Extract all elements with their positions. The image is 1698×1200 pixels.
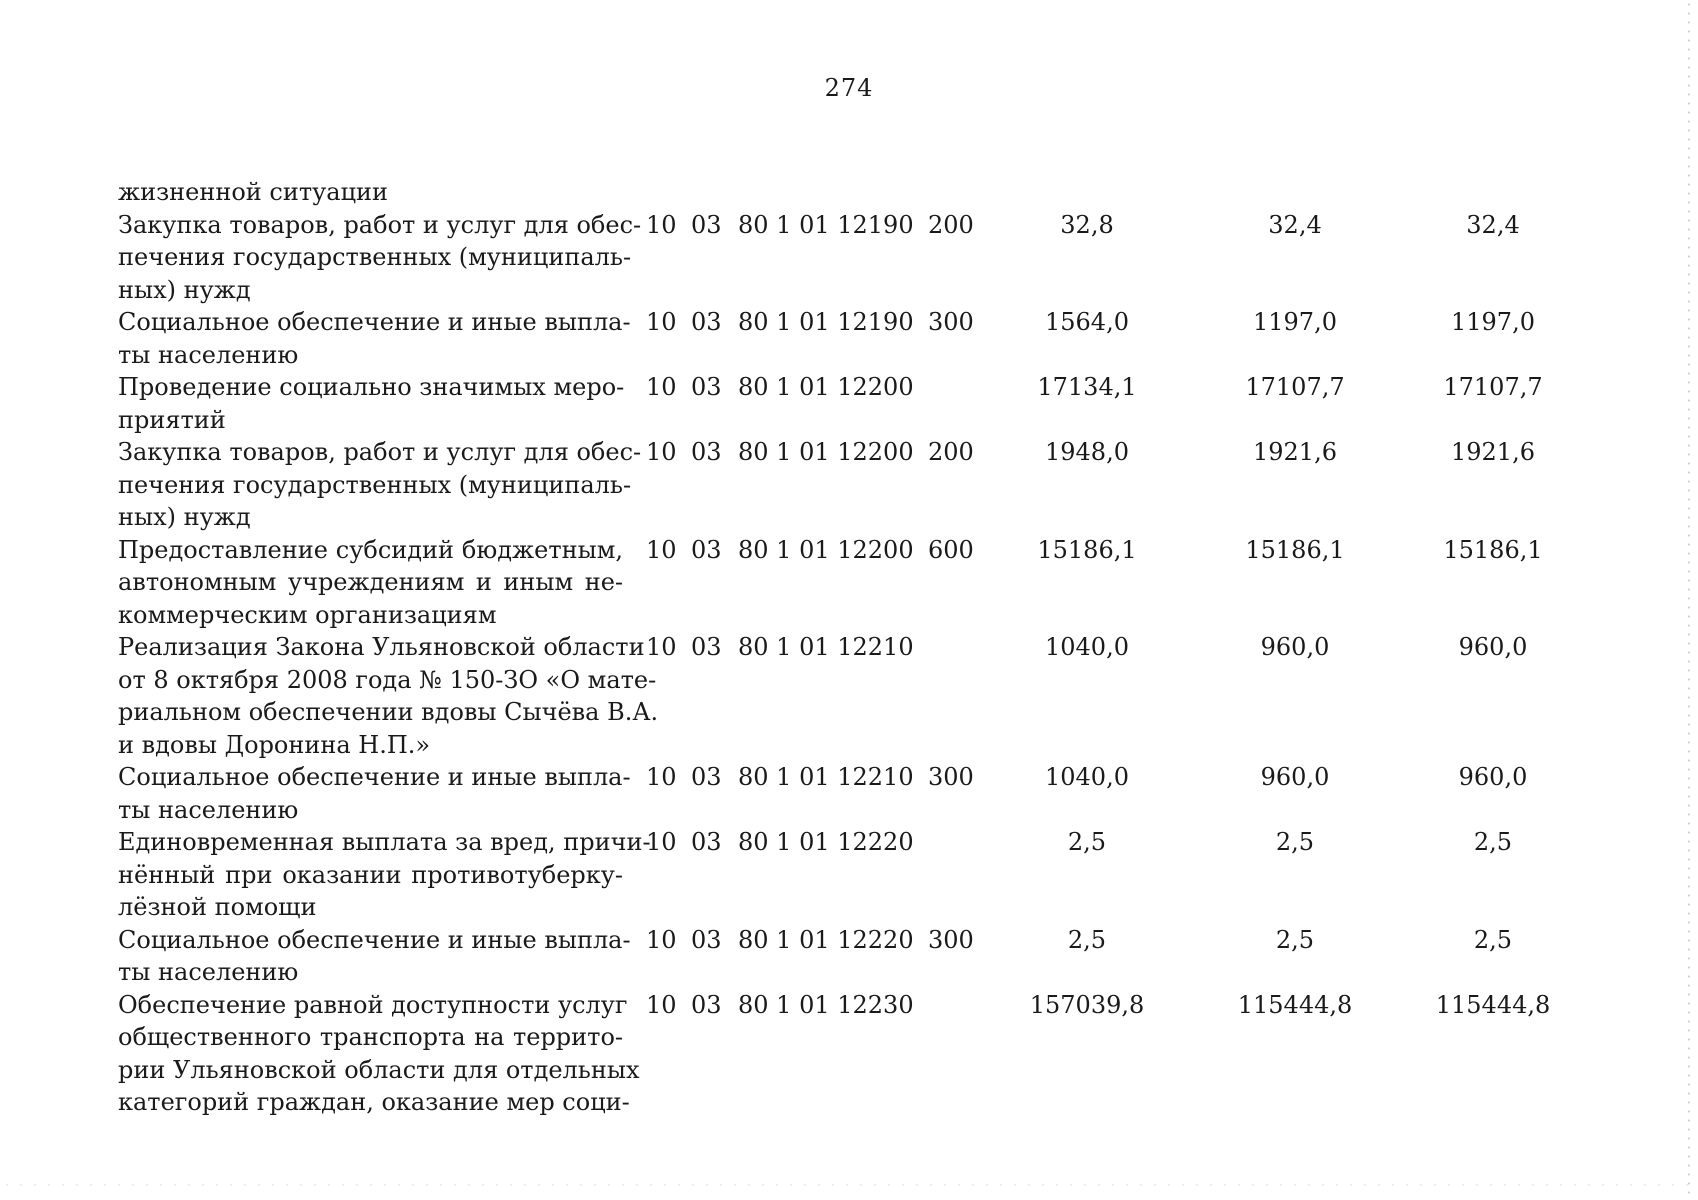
table-row	[0, 989, 1698, 1119]
description-line: от 8 октября 2008 года № 150-ЗО «О мате-	[118, 665, 657, 694]
row-description	[118, 176, 623, 209]
description-line: Предоставление субсидий бюджетным,	[118, 535, 623, 564]
description-line: лёзной помощи	[118, 893, 317, 921]
table-row	[0, 631, 1698, 761]
description-line: общественного транспорта на террито-	[118, 1023, 623, 1051]
row-description	[118, 371, 623, 436]
description-line: Реализация Закона Ульяновской области	[118, 633, 645, 661]
row-description	[118, 306, 631, 371]
row-description	[118, 826, 651, 924]
amount-year-3: 17107,7	[1443, 373, 1543, 401]
amount-year-1: 1040,0	[1045, 633, 1129, 661]
amount-year-1: 2,5	[1067, 828, 1107, 856]
description-line: ты населению	[118, 958, 299, 986]
table-row	[0, 534, 1698, 632]
target-article-code: 80 1 01 12220	[738, 828, 914, 856]
table-row	[0, 176, 1698, 209]
subsection-code: 03	[691, 763, 722, 791]
expense-type-code: 600	[928, 535, 974, 564]
table-row	[0, 924, 1698, 989]
subsection-code: 03	[691, 535, 722, 564]
description-line: риальном обеспечении вдовы Сычёва В.А.	[118, 698, 659, 726]
amount-year-2: 115444,8	[1237, 990, 1353, 1019]
amount-year-3: 32,4	[1466, 210, 1520, 239]
expense-type-code: 300	[928, 308, 974, 336]
description-line: коммерческим организациям	[118, 600, 497, 629]
section-code: 10	[646, 633, 677, 661]
description-line: приятий	[118, 405, 226, 434]
amount-year-3: 960,0	[1458, 763, 1528, 791]
target-article-code: 80 1 01 12210	[738, 633, 914, 661]
amount-year-1: 1948,0	[1045, 438, 1129, 466]
subsection-code: 03	[691, 828, 722, 856]
subsection-code: 03	[691, 373, 722, 401]
description-line: и вдовы Доронина Н.П.»	[118, 730, 431, 759]
amount-year-3: 2,5	[1473, 925, 1513, 954]
amount-year-3: 1197,0	[1451, 308, 1535, 336]
description-line: категорий граждан, оказание мер соци-	[118, 1088, 630, 1116]
target-article-code: 80 1 01 12200	[738, 438, 914, 466]
amount-year-2: 960,0	[1260, 763, 1330, 791]
description-line: печения государственных (муниципаль-	[118, 243, 632, 271]
target-article-code: 80 1 01 12220	[738, 925, 914, 954]
target-article-code: 80 1 01 12210	[738, 763, 914, 791]
description-line: Закупка товаров, работ и услуг для обес-	[118, 210, 642, 239]
amount-year-2: 960,0	[1260, 633, 1330, 661]
row-description	[118, 209, 642, 307]
description-line: Единовременная выплата за вред, причи-	[118, 828, 651, 856]
target-article-code: 80 1 01 12200	[738, 373, 914, 401]
description-line: Обеспечение равной доступности услуг	[118, 990, 628, 1019]
subsection-code: 03	[691, 210, 722, 239]
amount-year-2: 2,5	[1275, 925, 1315, 954]
amount-year-2: 15186,1	[1245, 535, 1345, 564]
subsection-code: 03	[691, 438, 722, 466]
description-line: ных) нужд	[118, 275, 251, 304]
amount-year-1: 15186,1	[1037, 535, 1137, 564]
row-description	[118, 534, 623, 632]
amount-year-3: 960,0	[1458, 633, 1528, 661]
target-article-code: 80 1 01 12230	[738, 990, 914, 1019]
description-line: ты населению	[118, 340, 299, 369]
section-code: 10	[646, 828, 677, 856]
scan-bottom-marks	[0, 1184, 1698, 1186]
row-description	[118, 989, 640, 1119]
description-line: нённый при оказании противотуберку-	[118, 860, 623, 889]
target-article-code: 80 1 01 12190	[738, 308, 914, 336]
description-line: Социальное обеспечение и иные выпла-	[118, 925, 631, 954]
amount-year-3: 15186,1	[1443, 535, 1543, 564]
amount-year-2: 1197,0	[1253, 308, 1337, 336]
section-code: 10	[646, 210, 677, 239]
table-row	[0, 306, 1698, 371]
subsection-code: 03	[691, 925, 722, 954]
section-code: 10	[646, 763, 677, 791]
expense-type-code: 200	[928, 438, 974, 466]
expense-type-code: 200	[928, 210, 974, 239]
row-description	[118, 631, 659, 761]
amount-year-2: 2,5	[1275, 828, 1315, 856]
expense-type-code: 300	[928, 763, 974, 791]
amount-year-1: 1564,0	[1045, 308, 1129, 336]
table-row	[0, 761, 1698, 826]
subsection-code: 03	[691, 308, 722, 336]
amount-year-3: 115444,8	[1435, 990, 1551, 1019]
amount-year-1: 1040,0	[1045, 763, 1129, 791]
section-code: 10	[646, 925, 677, 954]
description-line: Социальное обеспечение и иные выпла-	[118, 763, 631, 791]
amount-year-1: 157039,8	[1029, 990, 1145, 1019]
subsection-code: 03	[691, 990, 722, 1019]
description-line: жизненной ситуации	[118, 178, 388, 206]
table-row	[0, 371, 1698, 436]
amount-year-2: 17107,7	[1245, 373, 1345, 401]
section-code: 10	[646, 990, 677, 1019]
amount-year-2: 1921,6	[1253, 438, 1337, 466]
section-code: 10	[646, 535, 677, 564]
row-description	[118, 924, 631, 989]
description-line: ты населению	[118, 795, 299, 824]
table-row	[0, 826, 1698, 924]
expense-type-code: 300	[928, 925, 974, 954]
description-line: ных) нужд	[118, 503, 251, 531]
table-row	[0, 436, 1698, 534]
amount-year-3: 1921,6	[1451, 438, 1535, 466]
row-description	[118, 761, 631, 826]
amount-year-2: 32,4	[1268, 210, 1322, 239]
scan-margin-marks	[1688, 0, 1690, 1200]
description-line: Закупка товаров, работ и услуг для обес-	[118, 438, 642, 466]
description-line: Проведение социально значимых меро-	[118, 373, 625, 401]
amount-year-1: 32,8	[1060, 210, 1114, 239]
section-code: 10	[646, 438, 677, 466]
row-description	[118, 436, 642, 534]
subsection-code: 03	[691, 633, 722, 661]
description-line: автономным учреждениям и иным не-	[118, 568, 623, 596]
page-number: 274	[824, 74, 874, 102]
description-line: печения государственных (муниципаль-	[118, 470, 632, 499]
budget-table	[0, 176, 1698, 1119]
description-line: рии Ульяновской области для отдельных	[118, 1055, 640, 1084]
amount-year-1: 17134,1	[1037, 373, 1137, 401]
section-code: 10	[646, 373, 677, 401]
table-row	[0, 209, 1698, 307]
description-line: Социальное обеспечение и иные выпла-	[118, 308, 631, 336]
amount-year-3: 2,5	[1473, 828, 1513, 856]
target-article-code: 80 1 01 12190	[738, 210, 914, 239]
amount-year-1: 2,5	[1067, 925, 1107, 954]
target-article-code: 80 1 01 12200	[738, 535, 914, 564]
section-code: 10	[646, 308, 677, 336]
